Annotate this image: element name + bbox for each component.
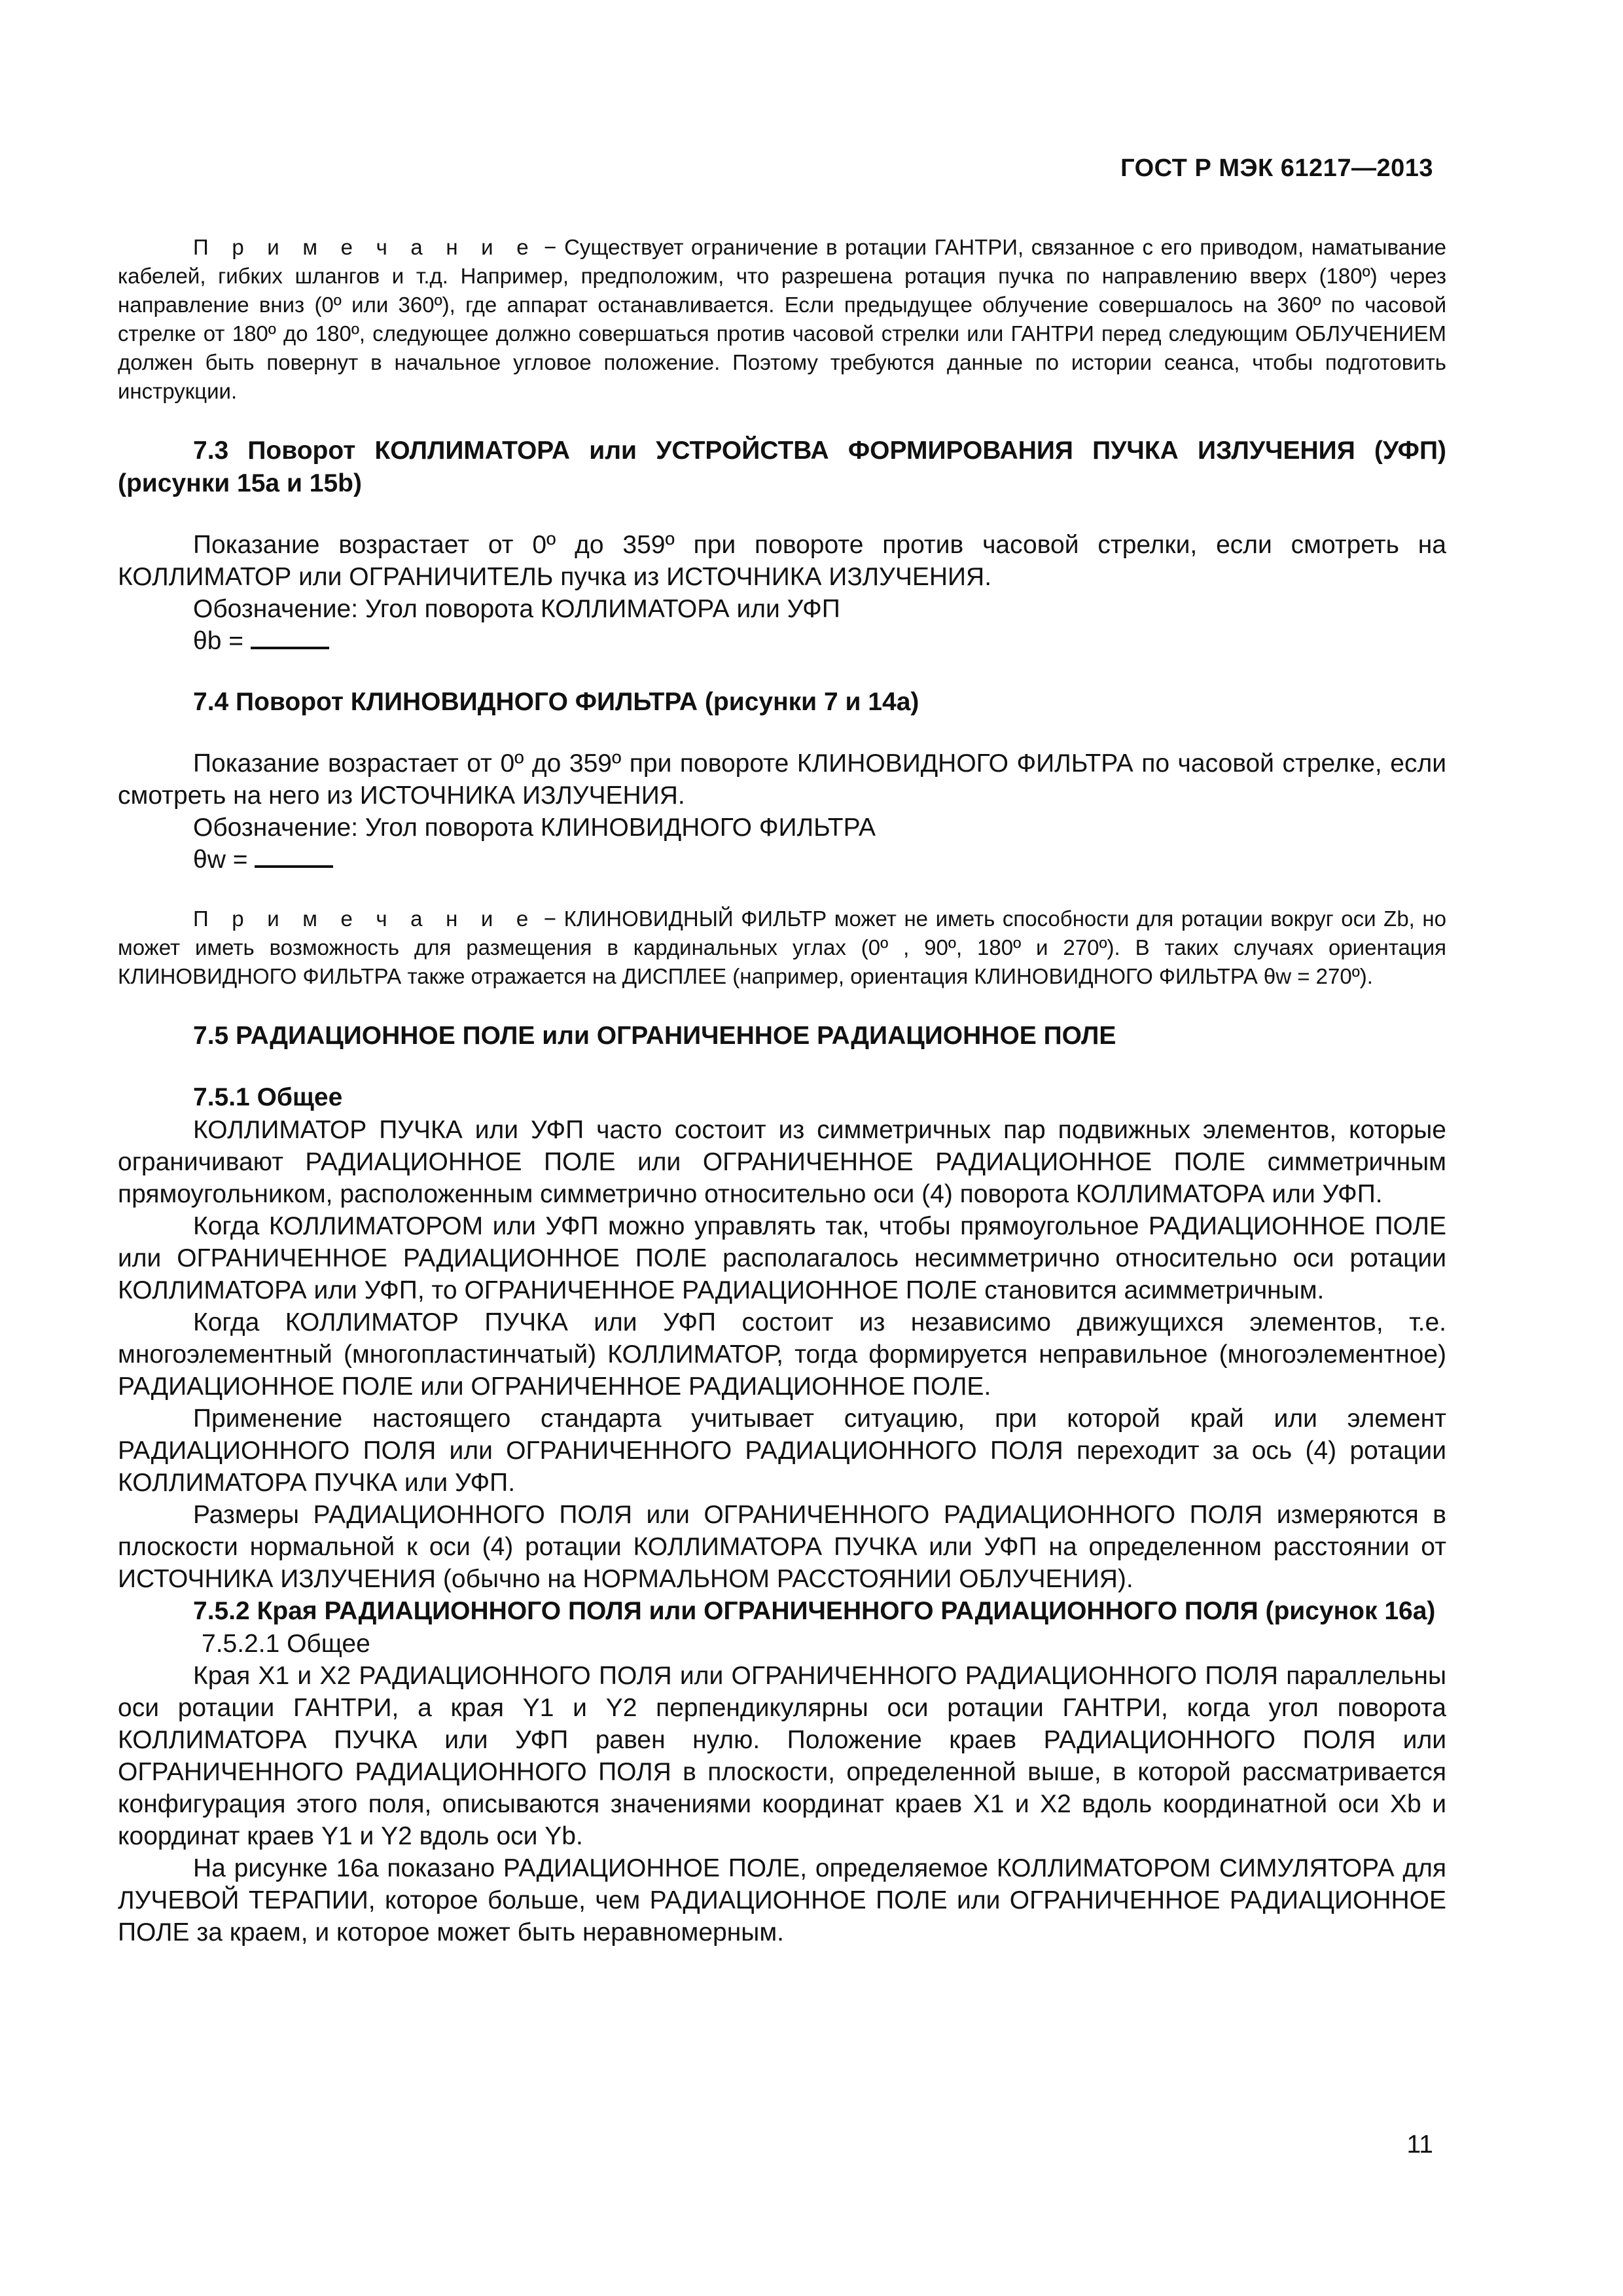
theta-b-symbol: θb = [193, 627, 251, 655]
note-label: П р и м е ч а н и е [193, 235, 537, 259]
section-7-3-heading: 7.3 Поворот КОЛЛИМАТОРА или УСТРОЙСТВА ФОРМИРОВАНИЯ ПУЧКА ИЗЛУЧЕНИЯ (УФП) (рисунки 15a и 15b) [118, 437, 1446, 497]
section-7-4-paragraph: Показание возрастает от 0º до 359º при повороте КЛИНОВИДНОГО ФИЛЬТРА по часовой стрелке, если смотреть на него из ИСТОЧНИКА ИЗЛУЧЕНИЯ. [118, 749, 1446, 810]
section-7-5-2-paragraph: На рисунке 16a показано РАДИАЦИОННОЕ ПОЛЕ, определяемое КОЛЛИМАТОРОМ СИМУЛЯТОРА для ЛУЧЕВОЙ ТЕРАПИИ, которое больше, чем РАДИАЦИОННОЕ ПОЛЕ или ОГРАНИЧЕННОЕ РАДИАЦИОННОЕ ПОЛЕ за краем, и которое может быть неравномерным. [118, 1854, 1446, 1946]
section-7-3-paragraph: Показание возрастает от 0º до 359º при повороте против часовой стрелки, если смотреть на КОЛЛИМАТОР или ОГРАНИЧИТЕЛЬ пучка из ИСТОЧНИКА ИЗЛУЧЕНИЯ. [118, 531, 1446, 591]
theta-b-blank [251, 627, 329, 649]
section-7-4-designation: Обозначение: Угол поворота КЛИНОВИДНОГО ФИЛЬТРА [193, 814, 876, 842]
section-7-3-symbol-line [118, 625, 1446, 657]
section-7-5-2-heading: 7.5.2 Края РАДИАЦИОННОГО ПОЛЯ или ОГРАНИЧЕННОГО РАДИАЦИОННОГО ПОЛЯ (рисунок 16a) [193, 1597, 1436, 1625]
section-7-3-designation: Обозначение: Угол поворота КОЛЛИМАТОРА или УФП [193, 595, 840, 623]
section-7-4-heading: 7.4 Поворот КЛИНОВИДНОГО ФИЛЬТРА (рисунки 7 и 14a) [193, 688, 919, 716]
section-7-5-2-paragraph: Края X1 и X2 РАДИАЦИОННОГО ПОЛЯ или ОГРАНИЧЕННОГО РАДИАЦИОННОГО ПОЛЯ параллельны оси ротации ГАНТРИ, а края Y1 и Y2 перпендикулярны оси ротации ГАНТРИ, когда угол поворота КОЛЛИМАТОРА ПУЧКА или УФП равен нулю. Положение краев РАДИАЦИОННОГО ПОЛЯ или ОГРАНИЧЕННОГО РАДИАЦИОННОГО ПОЛЯ в плоскости, определенной выше, в которой рассматривается конфигурация этого поля, описываются значениями координат краев X1 и X2 вдоль координатной оси Xb и координат краев Y1 и Y2 вдоль оси Yb. [118, 1662, 1446, 1850]
page-number: 11 [1406, 2130, 1433, 2159]
section-7-5-1-heading: 7.5.1 Общее [193, 1083, 343, 1111]
section-7-5-1-paragraph: Когда КОЛЛИМАТОР ПУЧКА или УФП состоит из независимо движущихся элементов, т.е. многоэлементный (многопластинчатый) КОЛЛИМАТОР, тогда формируется неправильное (многоэлементное) РАДИАЦИОННОЕ ПОЛЕ или ОГРАНИЧЕННОЕ РАДИАЦИОННОЕ ПОЛЕ. [118, 1308, 1446, 1401]
note-paragraph [118, 905, 1446, 991]
document-header: ГОСТ Р МЭК 61217—2013 [1120, 154, 1433, 182]
note-paragraph [118, 233, 1446, 406]
note-text: − КЛИНОВИДНЫЙ ФИЛЬТР может не иметь способности для ротации вокруг оси Zb, но может иметь возможность для размещения в кардинальных углах (0º , 90º, 180º и 270º). В таких случаях ориентация КЛИНОВИДНОГО ФИЛЬТРА также отражается на ДИСПЛЕЕ (например, ориентация КЛИНОВИДНОГО ФИЛЬТРА θw = 270º). [118, 906, 1446, 988]
section-7-5-2-1-heading: 7.5.2.1 Общее [202, 1630, 370, 1658]
section-7-5-heading: 7.5 РАДИАЦИОННОЕ ПОЛЕ или ОГРАНИЧЕННОЕ РАДИАЦИОННОЕ ПОЛЕ [193, 1022, 1116, 1050]
section-7-5-1-paragraph: Когда КОЛЛИМАТОРОМ или УФП можно управлять так, чтобы прямоугольное РАДИАЦИОННОЕ ПОЛЕ или ОГРАНИЧЕННОЕ РАДИАЦИОННОЕ ПОЛЕ располагалось несимметрично относительно оси ротации КОЛЛИМАТОРА или УФП, то ОГРАНИЧЕННОЕ РАДИАЦИОННОЕ ПОЛЕ становится асимметричным. [118, 1212, 1446, 1304]
section-7-5-1-paragraph: КОЛЛИМАТОР ПУЧКА или УФП часто состоит из симметричных пар подвижных элементов, которые ограничивают РАДИАЦИОННОЕ ПОЛЕ или ОГРАНИЧЕННОЕ РАДИАЦИОННОЕ ПОЛЕ симметричным прямоугольником, расположенным симметрично относительно оси (4) поворота КОЛЛИМАТОРА или УФП. [118, 1116, 1446, 1208]
theta-w-blank [255, 846, 333, 868]
theta-w-symbol: θw = [193, 846, 255, 874]
section-7-5-1-paragraph: Размеры РАДИАЦИОННОГО ПОЛЯ или ОГРАНИЧЕННОГО РАДИАЦИОННОГО ПОЛЯ измеряются в плоскости нормальной к оси (4) ротации КОЛЛИМАТОРА ПУЧКА или УФП на определенном расстоянии от ИСТОЧНИКА ИЗЛУЧЕНИЯ (обычно на НОРМАЛЬНОМ РАССТОЯНИИ ОБЛУЧЕНИЯ). [118, 1501, 1446, 1593]
note-label: П р и м е ч а н и е [193, 906, 537, 931]
page-content [118, 233, 1446, 1948]
section-7-4-symbol-line [118, 844, 1446, 876]
note-text: − Существует ограничение в ротации ГАНТРИ, связанное с его приводом, наматывание кабелей, гибких шлангов и т.д. Например, предположим, что разрешена ротация пучка по направлению вверх (180º) через направление вниз (0º или 360º), где аппарат останавливается. Если предыдущее облучение совершалось на 360º по часовой стрелке от 180º до 180º, следующее должно совершаться против часовой стрелки или ГАНТРИ перед следующим ОБЛУЧЕНИЕМ должен быть повернут в начальное угловое положение. Поэтому требуются данные по истории сеанса, чтобы подготовить инструкции. [118, 235, 1447, 403]
section-7-5-1-paragraph: Применение настоящего стандарта учитывает ситуацию, при которой край или элемент РАДИАЦИОННОГО ПОЛЯ или ОГРАНИЧЕННОГО РАДИАЦИОННОГО ПОЛЯ переходит за ось (4) ротации КОЛЛИМАТОРА ПУЧКА или УФП. [118, 1405, 1446, 1497]
